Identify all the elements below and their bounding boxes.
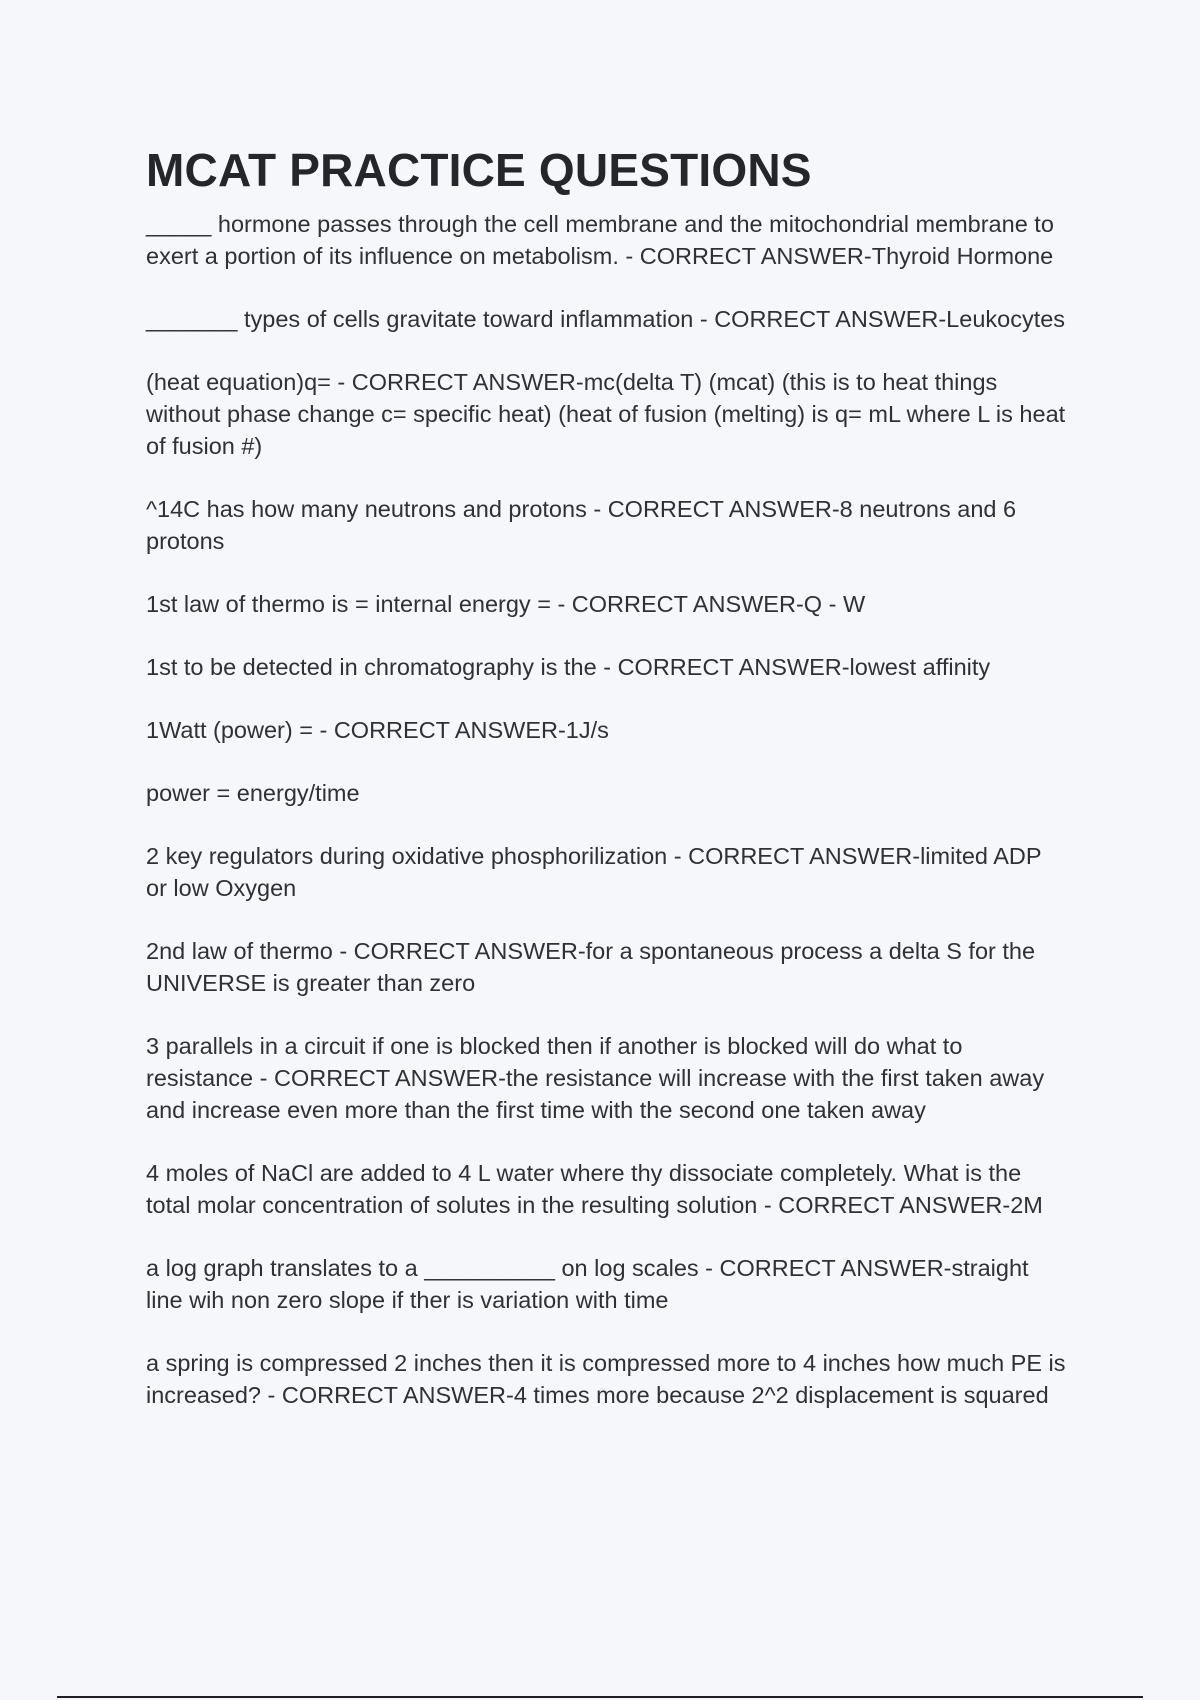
qa-entry: ^14C has how many neutrons and protons - CORRECT ANSWER-8 neutrons and 6 protons xyxy=(146,496,1017,554)
qa-entry: 2nd law of thermo - CORRECT ANSWER-for a spontaneous process a delta S for the UNIVERSE is greater than zero xyxy=(146,938,1036,996)
document-content xyxy=(146,142,1066,1442)
qa-entry: (heat equation)q= - CORRECT ANSWER-mc(delta T) (mcat) (this is to heat things without phase change c= specific heat) (heat of fusion (melting) is q= mL where L is heat of fusion #) xyxy=(146,369,1066,459)
qa-entry: 2 key regulators during oxidative phosphorilization - CORRECT ANSWER-limited ADP or low Oxygen xyxy=(146,843,1042,901)
qa-entry: 3 parallels in a circuit if one is blocked then if another is blocked will do what to resistance - CORRECT ANSWER-the resistance will increase with the first taken away and increase even more than the first time with the second one taken away xyxy=(146,1033,1045,1123)
qa-entry: power = energy/time xyxy=(146,780,360,806)
qa-entry: a log graph translates to a __________ on log scales - CORRECT ANSWER-straight line wih non zero slope if ther is variation with time xyxy=(146,1255,1029,1313)
page-title: MCAT PRACTICE QUESTIONS xyxy=(146,144,812,196)
qa-entry: 1st to be detected in chromatography is the - CORRECT ANSWER-lowest affinity xyxy=(146,654,991,680)
qa-entry: 1st law of thermo is = internal energy = - CORRECT ANSWER-Q - W xyxy=(146,591,866,617)
page-bottom-divider xyxy=(57,1696,1143,1698)
qa-entry: a spring is compressed 2 inches then it is compressed more to 4 inches how much PE is increased? - CORRECT ANSWER-4 times more because 2^2 displacement is squared xyxy=(146,1350,1066,1408)
qa-entry: _____ hormone passes through the cell membrane and the mitochondrial membrane to exert a portion of its influence on metabolism. - CORRECT ANSWER-Thyroid Hormone xyxy=(146,211,1054,269)
qa-entry: 1Watt (power) = - CORRECT ANSWER-1J/s xyxy=(146,717,609,743)
qa-entry: _______ types of cells gravitate toward inflammation - CORRECT ANSWER-Leukocytes xyxy=(146,306,1066,332)
qa-entry: 4 moles of NaCl are added to 4 L water where thy dissociate completely. What is the total molar concentration of solutes in the resulting solution - CORRECT ANSWER-2M xyxy=(146,1160,1043,1218)
